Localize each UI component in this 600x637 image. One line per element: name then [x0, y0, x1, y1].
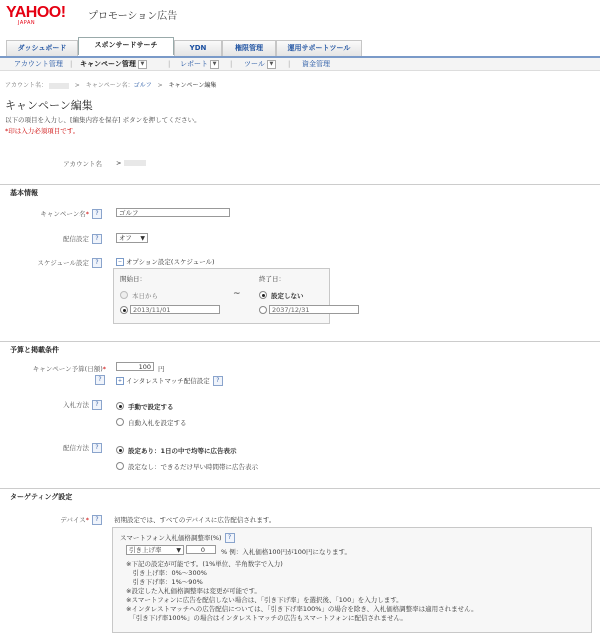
help-icon[interactable]: ?: [92, 515, 102, 525]
date-range-separator: ~: [233, 289, 241, 299]
subnav-funds[interactable]: 資金管理: [302, 60, 330, 68]
account-value: >: [116, 159, 146, 167]
help-icon[interactable]: ?: [225, 533, 235, 543]
breadcrumb-campaign[interactable]: ゴルフ: [133, 82, 152, 89]
yahoo-logo-sub: JAPAN: [18, 20, 36, 26]
sp-note: 引き上げ率：0%～300%: [126, 569, 207, 577]
bid-method-label: 入札方法 ?: [20, 400, 102, 410]
subnav-report[interactable]: レポート ▼: [180, 59, 219, 69]
main-tab-bar: [0, 40, 600, 58]
schedule-label: スケジュール設定 ?: [20, 258, 102, 268]
page-title: キャンペーン編集: [5, 99, 93, 112]
breadcrumb-current: キャンペーン編集: [168, 82, 217, 89]
bid-manual-radio[interactable]: [116, 402, 124, 410]
chevron-down-icon: ▼: [140, 235, 145, 242]
help-icon[interactable]: ?: [92, 443, 102, 453]
schedule-option-toggle[interactable]: − オプション設定(スケジュール): [117, 258, 215, 266]
chevron-down-icon: ▼: [176, 547, 181, 554]
sp-bid-title: スマートフォン入札価格調整率(%) ?: [120, 533, 235, 543]
plus-icon: +: [117, 378, 123, 384]
page-description: 以下の項目を入力し、[編集内容を保存] ボタンを押してください。: [5, 116, 201, 124]
daily-budget-unit: 円: [158, 365, 165, 373]
section-budget: 予算と掲載条件: [0, 341, 600, 354]
sp-note: 「引き下げ率100%」の場合はインタレストマッチの広告もスマートフォンに配信されません。: [126, 614, 407, 622]
adjust-rate-input[interactable]: 0: [186, 545, 216, 554]
end-date-radio[interactable]: [259, 306, 267, 314]
start-date-input[interactable]: 2013/11/01: [130, 305, 220, 314]
interest-match-toggle[interactable]: + インタレストマッチ配信設定 ?: [116, 376, 223, 386]
method-even-radio[interactable]: [116, 446, 124, 454]
minus-icon: −: [117, 259, 123, 265]
adjust-type-select[interactable]: 引き上げ率 ▼: [126, 545, 184, 555]
delivery-label: 配信設定 ?: [20, 234, 102, 244]
help-icon[interactable]: ?: [213, 376, 223, 386]
end-none-label: 設定しない: [271, 292, 304, 300]
method-fast-radio[interactable]: [116, 462, 124, 470]
account-label: アカウント名: [63, 160, 102, 168]
sp-notes: [126, 560, 478, 623]
method-even-label: 設定あり：1日の中で均等に広告表示: [128, 447, 237, 455]
chevron-down-icon[interactable]: ▼: [210, 60, 219, 69]
tab-permissions[interactable]: 権限管理: [222, 40, 276, 56]
sp-note: ※下記の設定が可能です。(1%単位、半角数字で入力): [126, 560, 283, 568]
sp-note: ※設定した入札価格調整率は変更が可能です。: [126, 587, 261, 595]
subnav-tools[interactable]: ツール ▼: [244, 59, 276, 69]
bid-auto-label: 自動入札を設定する: [128, 419, 187, 427]
end-none-radio[interactable]: [259, 291, 267, 299]
tab-dashboard[interactable]: ダッシュボード: [6, 40, 78, 56]
start-label: 開始日：: [120, 275, 146, 283]
breadcrumb: アカウント名： > キャンペーン名：ゴルフ > キャンペーン編集: [5, 82, 217, 89]
subnav-campaign[interactable]: キャンペーン管理 ▼: [80, 59, 147, 69]
tab-support-tools[interactable]: 運用サポートツール: [276, 40, 362, 56]
bid-manual-label: 手動で設定する: [128, 403, 174, 411]
daily-budget-input[interactable]: 100: [116, 362, 154, 371]
help-icon[interactable]: ?: [95, 375, 105, 385]
section-targeting: ターゲティング設定: [0, 488, 600, 501]
sp-note: ※インタレストマッチへの広告配信については、「引き下げ率100%」の場合を除き、入札価格調整率は適用されません。: [126, 605, 478, 613]
adjust-example: % 例：入札価格100円が100円になります。: [221, 548, 352, 556]
sp-note: ※スマートフォンに広告を配信しない場合は、「引き下げ率」を選択後、「100」を入力します。: [126, 596, 403, 604]
device-note: 初期設定では、すべてのデバイスに広告配信されます。: [114, 516, 276, 524]
start-today-label: 本日から: [132, 292, 158, 300]
device-label: デバイス* ?: [20, 515, 102, 525]
daily-budget-label: キャンペーン予算(日額)*: [32, 365, 106, 373]
chevron-down-icon[interactable]: ▼: [267, 60, 276, 69]
delivery-method-label: 配信方法 ?: [20, 443, 102, 453]
sub-navigation: アカウント管理 | キャンペーン管理 ▼ | レポート ▼ | ツール ▼ | 資金管理: [0, 58, 600, 71]
breadcrumb-account[interactable]: アカウント名：: [5, 82, 47, 89]
start-date-radio[interactable]: [120, 306, 128, 314]
tab-ydn[interactable]: YDN: [174, 40, 222, 56]
campaign-name-label: キャンペーン名* ?: [20, 209, 102, 219]
product-title: プロモーション広告: [88, 11, 178, 22]
subnav-account[interactable]: アカウント管理: [14, 60, 63, 68]
bid-auto-radio[interactable]: [116, 418, 124, 426]
chevron-down-icon[interactable]: ▼: [138, 60, 147, 69]
start-today-radio[interactable]: [120, 291, 128, 299]
end-label: 終了日：: [259, 275, 285, 283]
help-icon[interactable]: ?: [92, 234, 102, 244]
yahoo-logo[interactable]: YAHOO!: [6, 4, 66, 21]
method-fast-label: 設定なし：できるだけ早い時間帯に広告表示: [128, 463, 258, 471]
help-icon[interactable]: ?: [92, 209, 102, 219]
required-note: *印は入力必須項目です。: [5, 127, 80, 135]
section-basic: 基本情報: [0, 184, 600, 197]
help-icon[interactable]: ?: [92, 258, 102, 268]
tab-sponsored-search[interactable]: スポンサードサーチ: [78, 37, 174, 55]
sp-note: 引き下げ率：1%～90%: [126, 578, 203, 586]
end-date-input[interactable]: 2037/12/31: [269, 305, 359, 314]
delivery-select[interactable]: オフ ▼: [116, 233, 148, 243]
help-icon[interactable]: ?: [92, 400, 102, 410]
campaign-name-input[interactable]: ゴルフ: [116, 208, 230, 217]
